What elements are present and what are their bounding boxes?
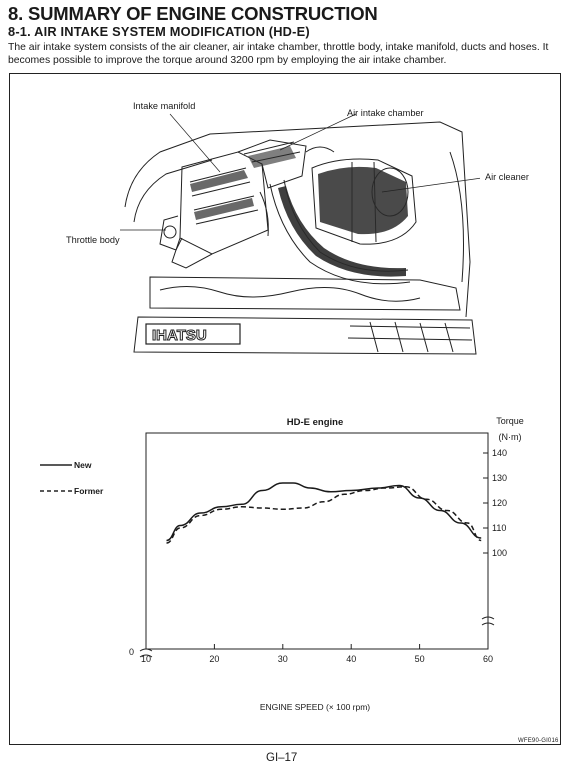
legend-new-label: New (74, 460, 92, 470)
callout-throttle-body: Throttle body (66, 235, 120, 245)
x-tick-label: 30 (277, 654, 288, 664)
legend-former-label: Former (74, 486, 104, 496)
grille-badge-text: IHATSU (152, 327, 207, 344)
series-line-former (167, 487, 482, 543)
page-number: GI–17 (266, 752, 298, 764)
x-tick-label: 50 (414, 654, 425, 664)
radiator-support (150, 277, 460, 310)
y-tick-label: 110 (492, 523, 507, 533)
x-tick-label: 40 (346, 654, 357, 664)
torque-chart (0, 405, 571, 735)
y-tick-label: 140 (492, 448, 508, 458)
x-axis-label: ENGINE SPEED (× 100 rpm) (259, 702, 371, 712)
y-origin-label: 0 (128, 647, 134, 657)
x-tick-label: 60 (482, 654, 494, 664)
engine-bay-illustration (120, 112, 480, 362)
y-tick-label: 120 (492, 498, 508, 508)
section-title: 8. SUMMARY OF ENGINE CONSTRUCTION (8, 3, 378, 24)
throttle-body-shape (160, 216, 182, 250)
series-line-new (167, 483, 482, 541)
y-tick-label: 100 (492, 548, 508, 558)
plot-frame (146, 433, 488, 649)
x-axis-ticks (141, 644, 493, 664)
x-tick-label: 20 (209, 654, 220, 664)
y-axis-unit: (N·m) (498, 432, 522, 442)
series-lines (167, 483, 482, 543)
y-axis-label: Torque (496, 416, 524, 426)
y-tick-label: 130 (492, 473, 508, 483)
callout-intake-manifold: Intake manifold (133, 101, 196, 111)
callout-air-intake-chamber: Air intake chamber (347, 108, 424, 118)
intro-paragraph: The air intake system consists of the air cleaner, air intake chamber, throttle body, intake manifold, ducts and hoses. It becomes possible to improve the torque around 3200 rpm by employing the air intake chamber. (8, 42, 549, 67)
figure-code: WFE90-GI016 (518, 738, 559, 744)
subsection-title: 8-1. AIR INTAKE SYSTEM MODIFICATION (HD-E) (8, 24, 310, 39)
legend (40, 460, 104, 496)
y-axis-ticks (483, 448, 507, 558)
x-tick-label: 10 (140, 654, 152, 664)
chart-title: HD-E engine (286, 417, 344, 428)
callout-air-cleaner: Air cleaner (485, 172, 529, 182)
